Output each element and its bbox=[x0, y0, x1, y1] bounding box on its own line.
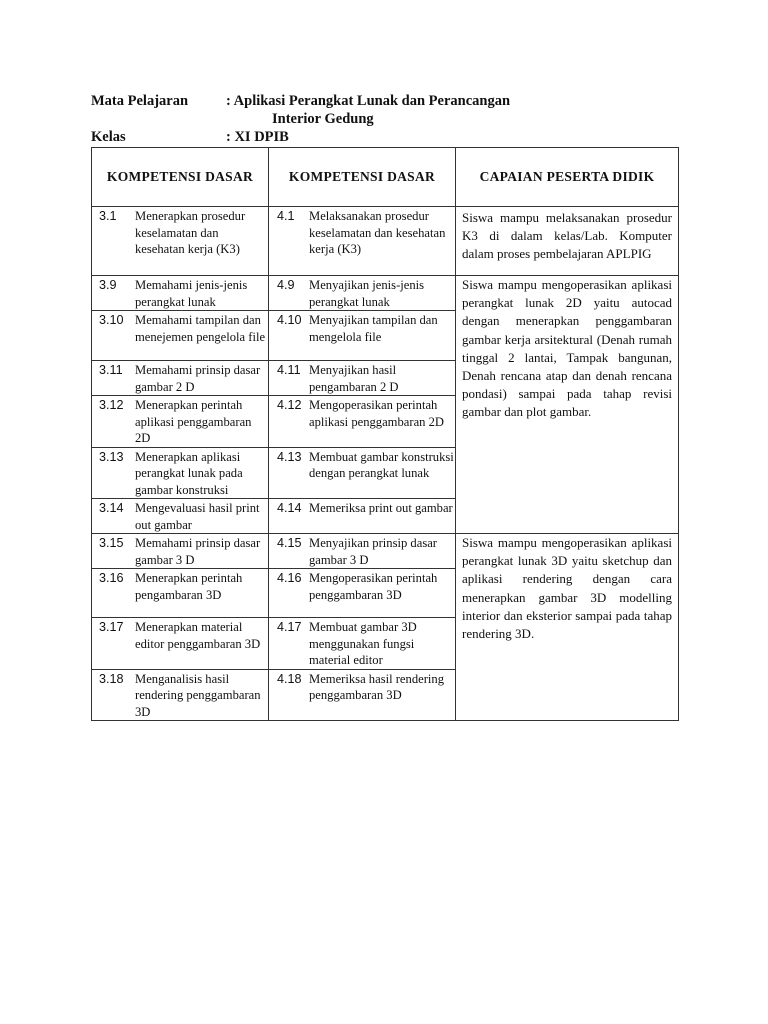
kd-knowledge-cell bbox=[92, 618, 269, 670]
kd-number: 3.11 bbox=[99, 363, 123, 377]
kd-number: 3.12 bbox=[99, 398, 124, 412]
capaian-text: Siswa mampu mengoperasikan aplikasi perangkat lunak 2D yaitu autocad dengan menerapkan penggambaran gambar kerja arsitektural (Denah rumah tinggal 2 lantai, Tampak bangunan, Denah rencana atap dan denah rencana pondasi) sampai pada tahap revisi gambar dan plot gambar. bbox=[462, 277, 672, 420]
kd-number: 4.14 bbox=[277, 501, 302, 515]
kd-number: 4.18 bbox=[277, 671, 302, 686]
class-row bbox=[91, 129, 289, 146]
kd-number: 3.17 bbox=[99, 620, 124, 634]
kd-text: Menyajikan prinsip dasar gambar 3 D bbox=[309, 536, 438, 567]
kd-skill-cell bbox=[269, 618, 456, 670]
kd-number: 3.9 bbox=[99, 278, 117, 292]
kd-skill-cell bbox=[269, 447, 456, 499]
kd-number: 3.13 bbox=[99, 449, 124, 464]
kd-number: 3.18 bbox=[99, 671, 124, 686]
kd-text: Membuat gambar konstruksi dengan perangkat lunak bbox=[309, 449, 454, 480]
kd-text: Memahami jenis-jenis perangkat lunak bbox=[135, 278, 248, 309]
kd-number: 4.15 bbox=[277, 536, 302, 550]
kd-text: Memahami prinsip dasar gambar 3 D bbox=[135, 536, 261, 567]
kd-text: Melaksanakan prosedur keselamatan dan kesehatan kerja (K3) bbox=[309, 209, 446, 256]
kd-skill-cell bbox=[269, 311, 456, 361]
class-label: Kelas bbox=[91, 129, 126, 145]
kd-skill-cell bbox=[269, 669, 456, 721]
kd-text: Menerapkan aplikasi perangkat lunak pada gambar konstruksi bbox=[135, 449, 243, 497]
table-header-row bbox=[92, 148, 679, 207]
kd-number: 3.16 bbox=[99, 571, 124, 585]
kd-knowledge-cell bbox=[92, 569, 269, 618]
kd-skill-cell bbox=[269, 276, 456, 311]
subject-value-line2: Interior Gedung bbox=[272, 111, 374, 127]
kd-number: 4.16 bbox=[277, 571, 302, 585]
capaian-text: Siswa mampu mengoperasikan aplikasi perangkat lunak 3D yaitu sketchup dan aplikasi rendering dengan cara menerapkan gambar 3D modelling interior dan eksterior sampai pada tahap rendering 3D. bbox=[462, 535, 672, 642]
capaian-text: Siswa mampu melaksanakan prosedur K3 di dalam kelas/Lab. Komputer dalam proses pembelajaran APLPIG bbox=[462, 210, 672, 262]
kd-text: Memahami prinsip dasar gambar 2 D bbox=[135, 363, 261, 394]
kd-text: Menyajikan jenis-jenis perangkat lunak bbox=[309, 278, 425, 309]
kd-skill-cell bbox=[269, 534, 456, 569]
kd-number: 3.1 bbox=[99, 209, 117, 223]
table-row bbox=[92, 207, 679, 276]
kd-text: Menganalisis hasil rendering penggambaran 3D bbox=[135, 671, 261, 719]
kd-text: Memeriksa print out gambar bbox=[309, 501, 453, 515]
kd-knowledge-cell bbox=[92, 207, 269, 276]
kd-text: Menyajikan hasil pengambaran 2 D bbox=[309, 363, 399, 394]
kd-knowledge-cell bbox=[92, 311, 269, 361]
kd-knowledge-cell bbox=[92, 396, 269, 448]
kd-text: Menyajikan tampilan dan mengelola file bbox=[309, 313, 438, 344]
kd-text: Menerapkan perintah aplikasi penggambaran 2D bbox=[135, 398, 252, 445]
kd-knowledge-cell bbox=[92, 447, 269, 499]
table-row bbox=[92, 534, 679, 569]
kd-number: 4.13 bbox=[277, 449, 302, 464]
subject-value-line1: : Aplikasi Perangkat Lunak dan Perancangan bbox=[226, 93, 511, 109]
kd-text: Menerapkan perintah pengambaran 3D bbox=[135, 571, 243, 602]
table-row bbox=[92, 276, 679, 311]
subject-row bbox=[91, 93, 511, 110]
capaian-cell bbox=[456, 534, 679, 721]
kd-text: Memeriksa hasil rendering penggambaran 3D bbox=[309, 671, 444, 702]
kd-number: 4.11 bbox=[277, 363, 301, 377]
kd-text: Mengoperasikan perintah aplikasi penggambaran 2D bbox=[309, 398, 444, 429]
kd-skill-cell bbox=[269, 569, 456, 618]
kd-skill-cell bbox=[269, 396, 456, 448]
kd-text: Menerapkan material editor penggambaran 3D bbox=[135, 620, 261, 651]
kd-text: Mengoperasikan perintah penggambaran 3D bbox=[309, 571, 438, 602]
header-capaian: CAPAIAN PESERTA DIDIK bbox=[456, 148, 679, 207]
kd-number: 4.9 bbox=[277, 278, 295, 292]
kd-number: 3.10 bbox=[99, 313, 124, 327]
kd-knowledge-cell bbox=[92, 276, 269, 311]
kd-knowledge-cell bbox=[92, 534, 269, 569]
subject-label: Mata Pelajaran bbox=[91, 93, 189, 109]
kd-knowledge-cell bbox=[92, 669, 269, 721]
kd-text: Membuat gambar 3D menggunakan fungsi material editor bbox=[309, 620, 417, 667]
kd-number: 4.1 bbox=[277, 209, 295, 223]
kd-text: Menerapkan prosedur keselamatan dan kesehatan kerja (K3) bbox=[135, 209, 246, 256]
capaian-cell bbox=[456, 276, 679, 534]
kd-number: 4.10 bbox=[277, 313, 302, 327]
kd-skill-cell bbox=[269, 361, 456, 396]
kd-number: 3.15 bbox=[99, 536, 124, 550]
header-kd-skill: KOMPETENSI DASAR bbox=[269, 148, 456, 207]
kd-text: Mengevaluasi hasil print out gambar bbox=[135, 501, 260, 532]
kd-knowledge-cell bbox=[92, 499, 269, 534]
header-kd-knowledge: KOMPETENSI DASAR bbox=[92, 148, 269, 207]
kd-number: 4.17 bbox=[277, 620, 302, 634]
competency-table bbox=[91, 147, 679, 721]
kd-skill-cell bbox=[269, 499, 456, 534]
capaian-cell bbox=[456, 207, 679, 276]
class-value: : XI DPIB bbox=[226, 129, 289, 145]
kd-skill-cell bbox=[269, 207, 456, 276]
kd-number: 3.14 bbox=[99, 501, 124, 515]
kd-text: Memahami tampilan dan menejemen pengelola file bbox=[135, 313, 266, 344]
kd-number: 4.12 bbox=[277, 398, 302, 412]
kd-knowledge-cell bbox=[92, 361, 269, 396]
